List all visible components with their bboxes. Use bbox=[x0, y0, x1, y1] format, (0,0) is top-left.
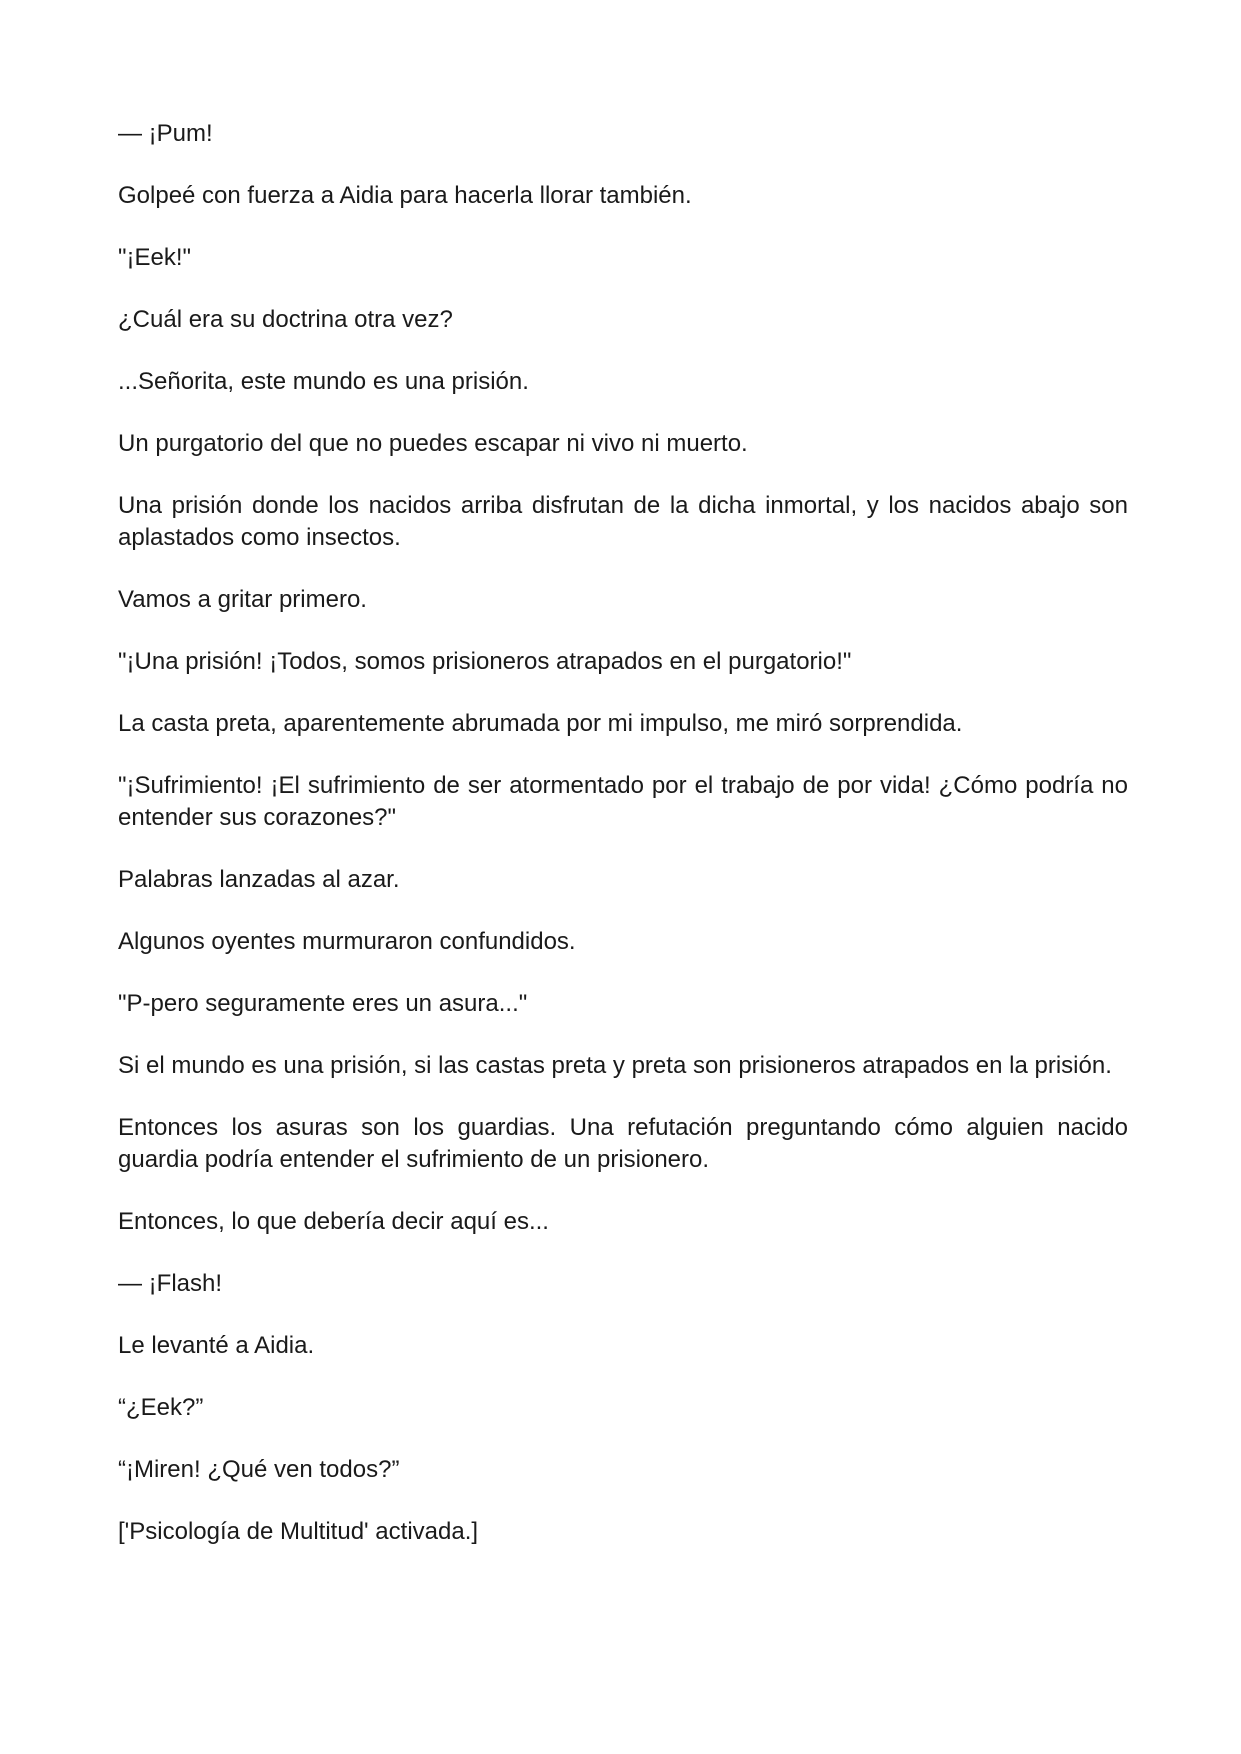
document-body bbox=[118, 118, 1128, 1578]
paragraph: Palabras lanzadas al azar. bbox=[118, 866, 400, 893]
paragraph: Vamos a gritar primero. bbox=[118, 586, 367, 613]
paragraph: Si el mundo es una prisión, si las castas preta y preta son prisioneros atrapados en la prisión. bbox=[118, 1052, 1112, 1079]
paragraph: "P-pero seguramente eres un asura..." bbox=[118, 990, 528, 1017]
paragraph: ...Señorita, este mundo es una prisión. bbox=[118, 368, 529, 395]
paragraph: "¡Sufrimiento! ¡El sufrimiento de ser atormentado por el trabajo de por vida! ¿Cómo podría no entender sus corazones?" bbox=[118, 772, 1128, 831]
paragraph: Un purgatorio del que no puedes escapar ni vivo ni muerto. bbox=[118, 430, 748, 457]
paragraph: Una prisión donde los nacidos arriba disfrutan de la dicha inmortal, y los nacidos abajo son aplastados como insectos. bbox=[118, 492, 1128, 551]
paragraph: ['Psicología de Multitud' activada.] bbox=[118, 1518, 479, 1545]
paragraph: "¡Eek!" bbox=[118, 244, 192, 271]
paragraph: ¿Cuál era su doctrina otra vez? bbox=[118, 306, 453, 333]
paragraph: — ¡Pum! bbox=[118, 120, 213, 147]
paragraph: “¿Eek?” bbox=[118, 1394, 204, 1421]
paragraph: Le levanté a Aidia. bbox=[118, 1332, 315, 1359]
paragraph: — ¡Flash! bbox=[118, 1270, 223, 1297]
paragraph: Entonces los asuras son los guardias. Una refutación preguntando cómo alguien nacido guardia podría entender el sufrimiento de un prisionero. bbox=[118, 1114, 1128, 1173]
paragraph: La casta preta, aparentemente abrumada por mi impulso, me miró sorprendida. bbox=[118, 710, 963, 737]
paragraph: “¡Miren! ¿Qué ven todos?” bbox=[118, 1456, 400, 1483]
paragraph: Algunos oyentes murmuraron confundidos. bbox=[118, 928, 576, 955]
paragraph: "¡Una prisión! ¡Todos, somos prisioneros atrapados en el purgatorio!" bbox=[118, 648, 852, 675]
paragraph: Entonces, lo que debería decir aquí es... bbox=[118, 1208, 549, 1235]
paragraph: Golpeé con fuerza a Aidia para hacerla llorar también. bbox=[118, 182, 692, 209]
